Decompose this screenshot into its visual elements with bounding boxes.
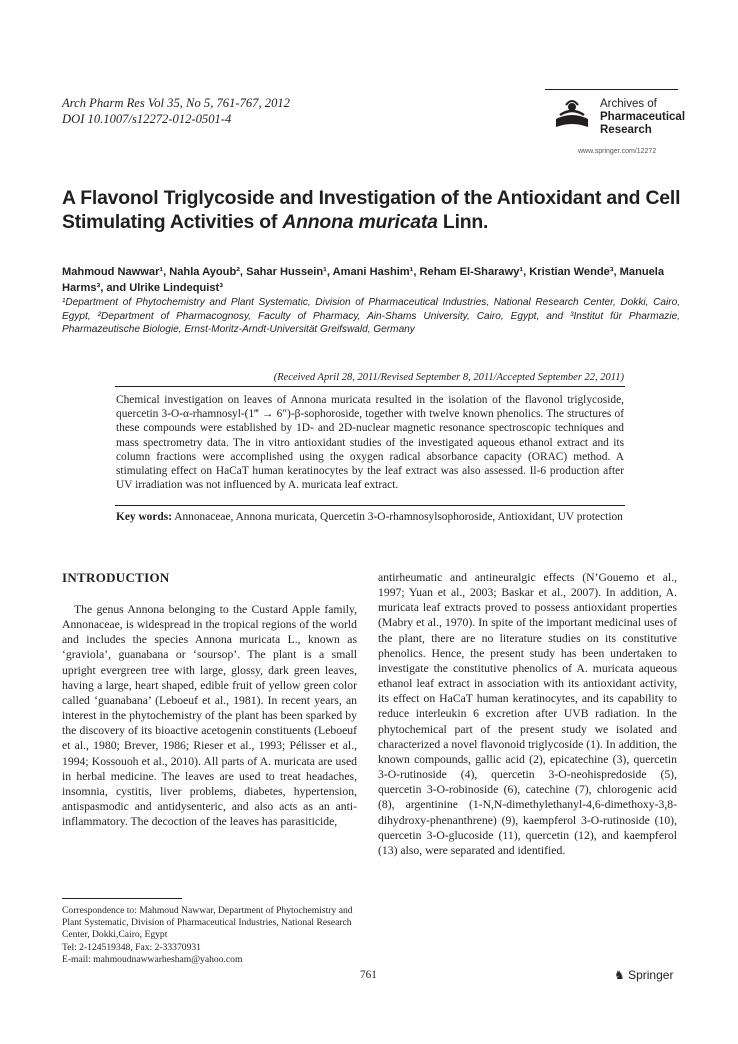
footnote-rule [62, 898, 182, 899]
journal-logo-icon [552, 97, 592, 135]
abstract-top-rule [115, 386, 625, 387]
intro-right-column [378, 570, 677, 858]
page-number: 761 [360, 969, 377, 981]
affiliations: ¹Department of Phytochemistry and Plant Systematic, Division of Pharmaceutical Industries, National Research Center, Dokki, Cairo, Egypt, ²Department of Pharmacognosy, Faculty of Pharmacy, Ain-Shams University, Cairo, Egypt, and ³Institut für Pharmazie, Pharmazeutische Biologie, Ernst-Moritz-Arndt-Universität Greifswald, Germany [62, 297, 680, 336]
title-end: Linn. [437, 211, 489, 233]
journal-citation [62, 95, 290, 127]
publisher-name: Springer [628, 968, 674, 982]
abstract-bottom-rule [115, 505, 625, 506]
journal-logo-text [600, 98, 685, 137]
section-heading-introduction: INTRODUCTION [62, 570, 170, 585]
intro-left-column [62, 602, 357, 829]
publisher-mark [614, 968, 673, 982]
received-dates: (Received April 28, 2011/Revised September 8, 2011/Accepted September 22, 2011) [273, 372, 624, 383]
logo-rule [545, 89, 678, 90]
logo-line-2: Pharmaceutical [600, 111, 686, 123]
journal-volume-line: Arch Pharm Res Vol 35, No 5, 761-767, 2012 [62, 96, 290, 110]
author-list: Mahmoud Nawwar¹, Nahla Ayoub², Sahar Hussein¹, Amani Hashim¹, Reham El-Sharawy¹, Kristian Wende³, Manuela Harms³, and Ulrike Lindequist³ [62, 266, 665, 294]
correspondence-footnote: Correspondence to: Mahmoud Nawwar, Department of Phytochemistry and Plant Systematic, Division of Pharmaceutical Industries, National Research Center, Dokki,Cairo, Egypt Tel: 2-124519348, Fax: 2-33370931 E-mail: mahmoudnawwarhesham@yahoo.com [62, 905, 353, 965]
journal-doi-line: DOI 10.1007/s12272-012-0501-4 [62, 112, 232, 126]
title-species: Annona muricata [282, 211, 438, 233]
keywords [116, 510, 624, 524]
logo-line-1: Archives of [600, 98, 657, 110]
intro-paragraph-right: antirheumatic and antineuralgic effects (N’Gouemo et al., 1997; Yuan et al., 2003; Baskar et al., 2007). In addition, A. muricata leaf extracts proved to possess antioxidant properties (Mabry et al., 1970). In spite of the important medicinal uses of the plant, there are no literature studies on its constitutive phenolics. Hence, the present study has been undertaken to investigate the constitutive phenolics of A. muricata aqueous ethanol leaf extract in association with its antioxidant activity, its effect on HaCaT human keratinocytes, and its capability to reduce interleukin 6 excretion after UVB radiation. In the phytochemical part of the present study we isolated and characterized a novel flavonoid triglycoside (1). In addition, the known compounds, gallic acid (2), epicatechine (3), quercetin 3-O-rutinoside (4), quercetin 3-O-neohispredoside (5), quercetin 3-O-robinoside (6), catechine (7), chlorogenic acid (8), argentinine (1-N,N-dimethylethanyl-4,6-dimethoxy-3,8-dihydroxy-phenanthrene) (9), kaempferol 3-O-rutinoside (10), quercetin 3-O-glucoside (11), quercetin (12), and kaempferol (13) also, were separated and identified. [378, 571, 677, 857]
intro-paragraph-left: The genus Annona belonging to the Custard Apple family, Annonaceae, is widespread in the tropical regions of the world and includes the species Annona muricata L., known as ‘graviola’, guanabana or ‘soursop’. The plant is a small upright evergreen tree with large, glossy, dark green leaves, having a large, heart shaped, edible fruit of yellow green color called ‘guanabana’ (Leboeuf et al., 1981). In recent years, an interest in the phytochemistry of the plant has been sparked by the discovery of its bioactive acetogenin constituents (Leboeuf et al., 1980; Brever, 1986; Rieser et al., 1993; Pélisser et al., 1994; Kossouoh et al., 2010). All parts of A. muricata are used in herbal medicine. The leaves are used to treat headaches, insomnia, cystitis, liver problems, diabetes, hypertension, antispasmodic and antidysenteric, and also acts as an anti-inflammatory. The decoction of the leaves has parasiticide, [62, 603, 357, 829]
keywords-label: Key words: [116, 511, 172, 523]
journal-url: www.springer.com/12272 [578, 148, 657, 155]
keywords-list: Annonaceae, Annona muricata, Quercetin 3-O-rhamnosylsophoroside, Antioxidant, UV protection [172, 511, 623, 523]
logo-line-3: Research [600, 124, 652, 136]
title-main: A Flavonol Triglycoside and Investigation of the Antioxidant and Cell Stimulating Activities of [62, 187, 681, 233]
paper-title [62, 186, 682, 234]
abstract: Chemical investigation on leaves of Annona muricata resulted in the isolation of the flavonol triglycoside, quercetin 3-O-α-rhamnosyl-(1‴ → 6″)-β-sophoroside, together with twelve known phenolics. The structures of these compounds were established by 1D- and 2D-nuclear magnetic resonance spectroscopic techniques and mass spectrometry data. The in vitro antioxidant studies of the investigated aqueous ethanol extract and its column fractions were accomplished using the oxygen radical absorbance capacity (ORAC) method. A stimulating effect on HaCaT human keratinocytes by the leaf extract was also assessed. Il-6 production after UV irradiation was not influenced by A. muricata leaf extract. [116, 394, 624, 492]
springer-horse-icon: ♞ [614, 968, 629, 982]
